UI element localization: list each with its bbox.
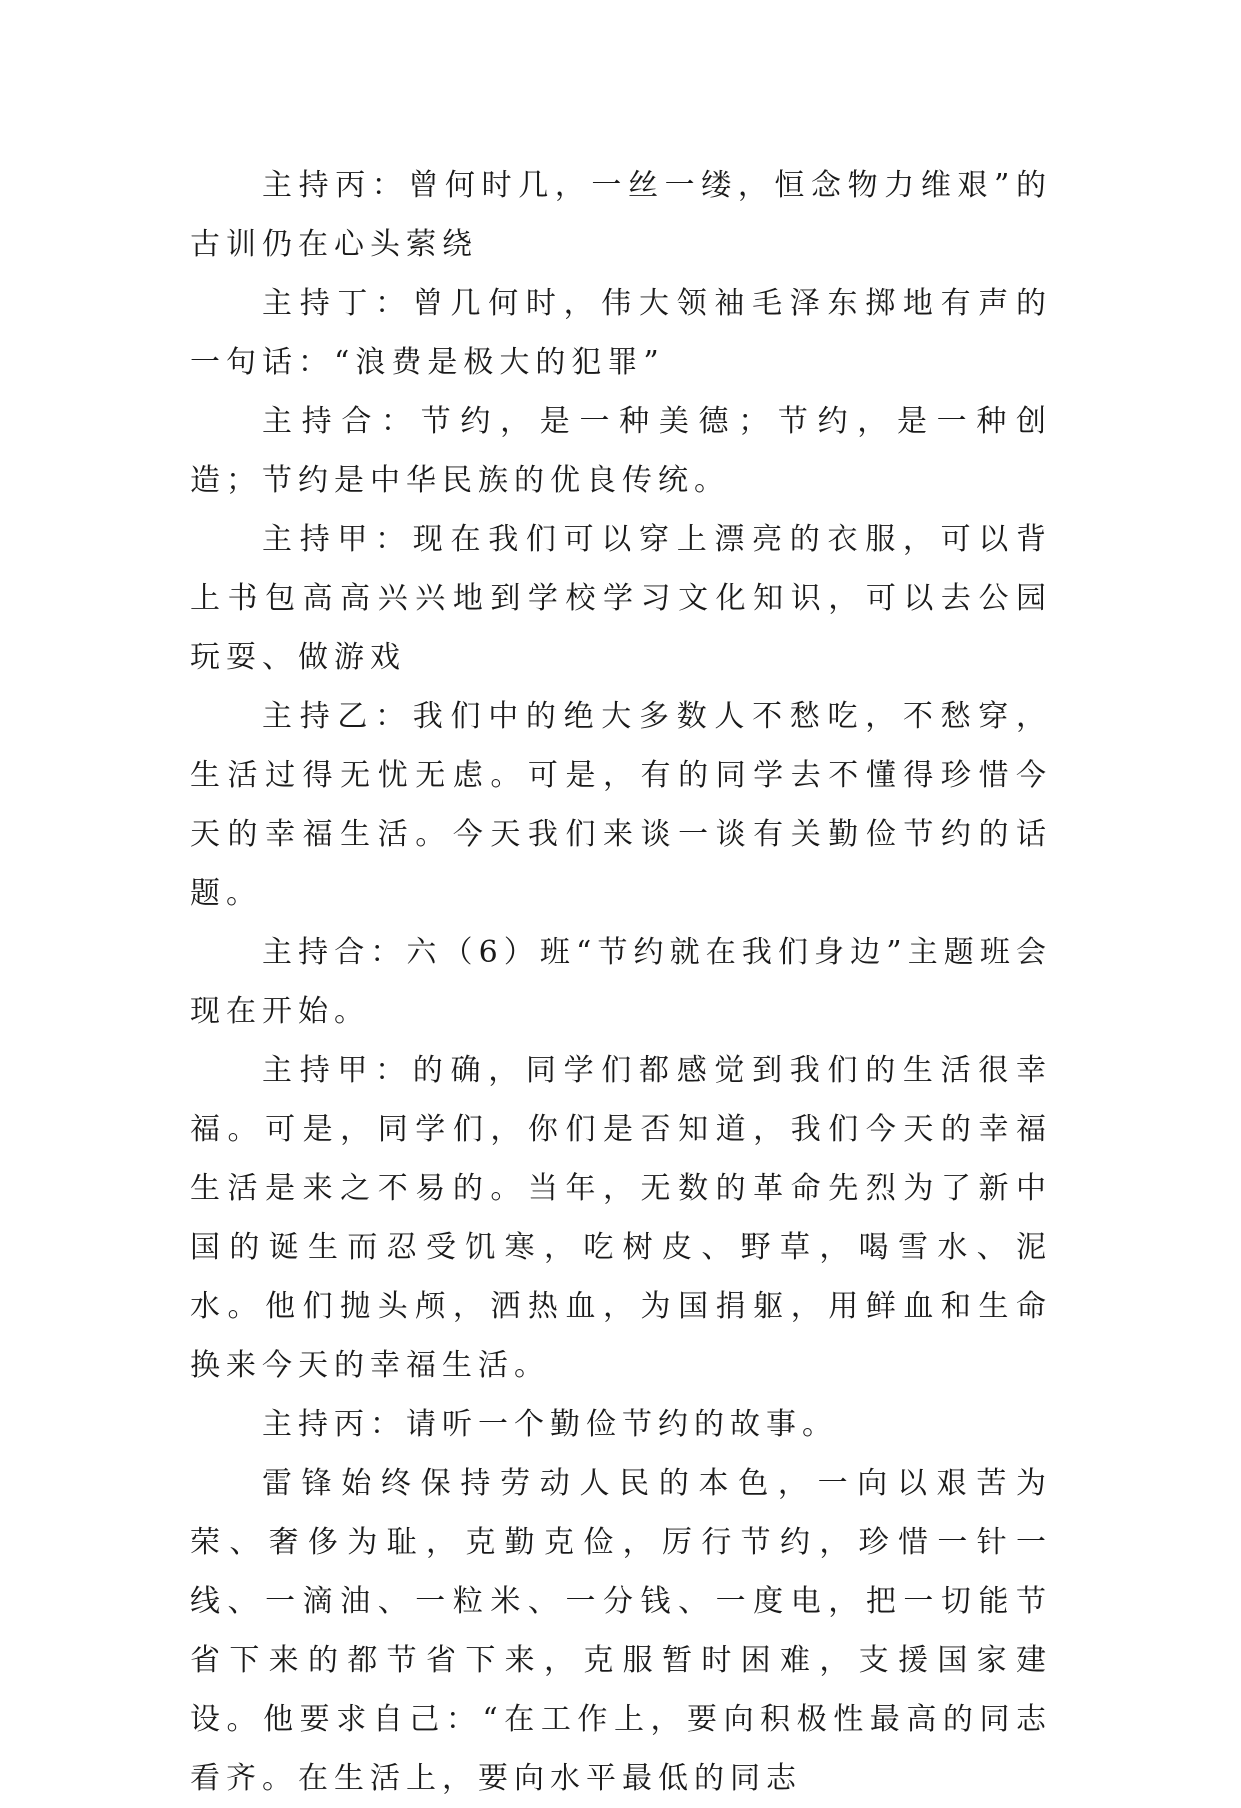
paragraph: 主持甲：的确，同学们都感觉到我们的生活很幸福。可是，同学们，你们是否知道，我们今天的幸福生活是来之不易的。当年，无数的革命先烈为了新中国的诞生而忍受饥寒，吃树皮、野草，喝雪水、泥水。他们抛头颅，洒热血，为国捐躯，用鲜血和生命换来今天的幸福生活。 bbox=[190, 1053, 1052, 1383]
document-body bbox=[190, 156, 1052, 1808]
paragraph: 雷锋始终保持劳动人民的本色，一向以艰苦为荣、奢侈为耻，克勤克俭，厉行节约，珍惜一针一线、一滴油、一粒米、一分钱、一度电，把一切能节省下来的都节省下来，克服暂时困难，支援国家建设。他要求自己：“在工作上，要向积极性最高的同志看齐。在生活上，要向水平最低的同志 bbox=[190, 1466, 1052, 1796]
paragraph: 主持丁：曾几何时，伟大领袖毛泽东掷地有声的一句话：“浪费是极大的犯罪” bbox=[190, 286, 1052, 380]
paragraph: 主持甲：现在我们可以穿上漂亮的衣服，可以背上书包高高兴兴地到学校学习文化知识，可以去公园玩耍、做游戏 bbox=[190, 522, 1052, 675]
paragraph: 主持合：六（6）班“节约就在我们身边”主题班会现在开始。 bbox=[190, 935, 1052, 1029]
paragraph: 主持丙：请听一个勤俭节约的故事。 bbox=[262, 1407, 838, 1442]
paragraph: 主持乙：我们中的绝大多数人不愁吃，不愁穿，生活过得无忧无虑。可是，有的同学去不懂得珍惜今天的幸福生活。今天我们来谈一谈有关勤俭节约的话题。 bbox=[190, 699, 1052, 911]
paragraph: 主持合：节约，是一种美德；节约，是一种创造；节约是中华民族的优良传统。 bbox=[190, 404, 1052, 498]
paragraph: 主持丙：曾何时几，一丝一缕，恒念物力维艰”的古训仍在心头萦绕 bbox=[190, 168, 1052, 262]
